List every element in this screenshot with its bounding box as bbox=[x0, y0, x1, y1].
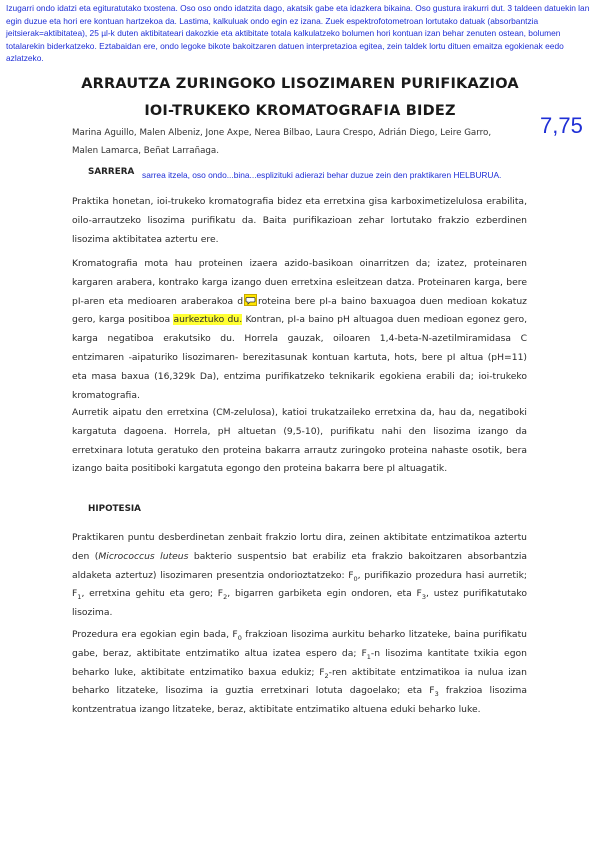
p2-text-c: Kontran, pI-a baino pH altuagoa duen medioan egonez gero, karga negatiboa erakutsiko du. Horrela gauzak, oiloaren 1,4-beta-N-azetilmiramidasa C entzimaren -aipaturiko lisozimaren- berezitasunak kontuan kartuta, hots, bere pI altua (pH=11) eta masa baxua (16,329k Da), entzima purifikatzeko teknikarik egokiena erabili da; ioi-trukeko kromatografia. bbox=[72, 314, 528, 401]
sarrera-reviewer-note: sarrea itzela, oso ondo...bina...esplizituki adierazi behar duzue zein den praktikaren HELBURUA. bbox=[142, 170, 502, 180]
subscript: 0 bbox=[237, 633, 242, 642]
subscript: 3 bbox=[421, 593, 426, 602]
p4-text-e: , bigarren garbiketa egin ondoren, eta F bbox=[227, 588, 422, 600]
highlighted-text: aurkeztuko du. bbox=[173, 314, 243, 326]
p4-text-a: Praktikaren puntu desberdinetan zenbait frakzio lortu dira, zeinen aktibitate entzimatikoa aztertu den ( bbox=[72, 532, 527, 562]
p2-text-b: roteina bere pI-a baino baxuagoa duen medioan kokatuz gero, karga positiboa bbox=[72, 295, 527, 326]
species-name: Micrococcus luteus bbox=[98, 550, 189, 562]
paragraph-2 bbox=[72, 255, 527, 405]
title-line-2: IOI-TRUKEKO KROMATOGRAFIA BIDEZ bbox=[144, 103, 456, 119]
subscript: 3 bbox=[434, 690, 439, 699]
paragraph-1: Praktika honetan, ioi-trukeko kromatografia bidez eta erretxina gisa karboximetizelulosa erabilita, oilo-arrautzeko lisozima purifikatu da. Baita purifikazioan zehar lortutako frakzio ezberdinen lisozima aktibitatea aztertu ere. bbox=[72, 196, 527, 245]
p2-text-a: Kromatografia mota hau proteinen izaera azido-basikoan oinarritzen da; izatez, proteinaren kargaren arabera, kontrako karga izango duen erretxina esleitzean datza. Proteinaren karga, bere pI-aren eta medioaren araberakoa d bbox=[72, 258, 527, 307]
p5-text-a: Prozedura era egokian egin bada, F bbox=[72, 629, 238, 640]
p5-text-d: -ren aktibitate entzimatikoa ia nulua izan beharko litzateke, lisozima ia guztia erretxinari lotuta dagoelako; eta F bbox=[72, 666, 527, 697]
p5-text-e: frakzioa lisozima kontzentratua izango litzateke, beraz, aktibitate entzimatiko altuena eduki beharko luke. bbox=[72, 685, 527, 716]
paragraph-3: Aurretik aipatu den erretxina (CM-zelulosa), katioi trukatzaileko erretxina da, hau da, negatiboki kargatuta dagoena. Horrela, pH altuetan (9,5-10), purifikatu nahi den lisozima izango da erretxinara lotuta geratuko den proteina bakarra arrautz zuringoko proteina nahaste osotik, bera izango baita positiboki kargatuta egongo den proteina bakarra bere pI altuagatik. bbox=[72, 407, 527, 475]
p5-text-b: frakzioan lisozima aurkitu beharko litzateke, baina purifikatu gabe, beraz, aktibitate entzimatiko altua izatea espero da; F bbox=[72, 629, 527, 659]
subscript: 1 bbox=[366, 652, 371, 661]
grade-mark: 7,75 bbox=[540, 113, 583, 138]
p4-text-d: , erretxina gehitu eta gero; F bbox=[81, 588, 224, 600]
authors-line-2: Malen Lamarca, Beñat Larrañaga. bbox=[72, 145, 220, 156]
subscript: 0 bbox=[353, 574, 358, 583]
p5-text-c: -n lisozima kantitate txikia egon beharko luke, aktibitate entzimatiko baxua edukiz; F bbox=[72, 647, 527, 678]
subscript: 1 bbox=[77, 593, 82, 602]
hipotesia-heading: HIPOTESIA bbox=[88, 504, 141, 514]
p4-text-b: bakterio suspentsio bat erabiliz eta frakzio bakoitzaren absorbantzia aldaketa aztertuz) lisozimaren presentzia ondorioztatzeko: F bbox=[72, 550, 528, 581]
p4-text-f: , ustez purifikatutako lisozima. bbox=[72, 588, 528, 619]
sarrera-heading: SARRERA bbox=[88, 167, 135, 177]
subscript: 2 bbox=[223, 593, 228, 602]
authors-line-1: Marina Aguillo, Malen Albeniz, Jone Axpe, Nerea Bilbao, Laura Crespo, Adrián Diego, Leire Garro, bbox=[72, 128, 492, 138]
p4-text-c: , purifikazio prozedura hasi aurretik; F bbox=[72, 569, 527, 600]
paragraph-4 bbox=[72, 529, 527, 623]
reviewer-comment-top: Izugarri ondo idatzi eta egituratutako txostena. Oso oso ondo idatzita dago, akatsik gabe eta idazkera bikaina. Oso gustura irakurri dut. 3 taldeen datuekin lan egin duzue eta hori ere kontuan hartzekoa da. Lastima, kalkuluak ondo egin ez izana. Zuek espektrofotometroan lortutako datuak (absorbantzia jeitsierak=aktibitatea), 25 µl-k duten aktibitateari dakozkie eta aktibitate totala kalkulatzeko bolumen hori kontuan izan behar zenuten ostean, bolumen totalarekin biderkatzeko. Eztabaidan ere, ondo legoke bikote bakoitzaren datuen interpretazioa egitea, zein taldek lortu dituen emaitza egokienak eedo azlatzeko. bbox=[6, 3, 590, 64]
authors bbox=[72, 125, 528, 160]
subscript: 2 bbox=[324, 671, 329, 680]
title-line-1: ARRAUTZA ZURINGOKO LISOZIMAREN PURIFIKAZIOA bbox=[81, 76, 519, 92]
paragraph-5 bbox=[72, 626, 527, 720]
comment-bubble-icon[interactable] bbox=[244, 294, 257, 306]
